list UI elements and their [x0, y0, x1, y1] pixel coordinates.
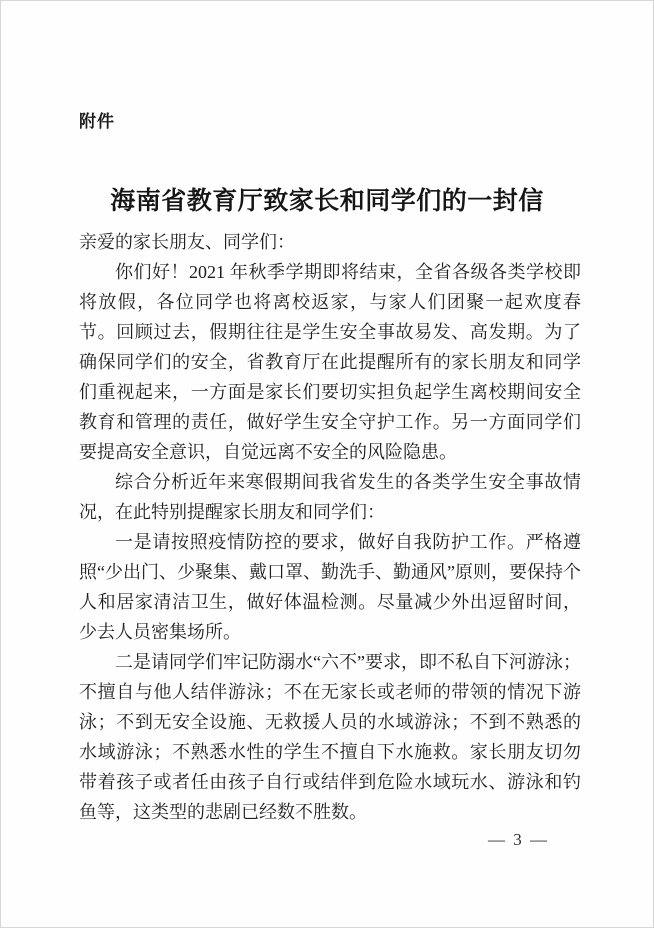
- body-paragraph: 一是请按照疫情防控的要求，做好自我防护工作。严格遵照“少出门、少聚集、戴口罩、勤洗手、勤通风”原则，要保持个人和居家清洁卫生，做好体温检测。尽量减少外出逗留时间，少去人员密集场所。: [79, 532, 581, 642]
- body-paragraph: 你们好！2021 年秋季学期即将结束，全省各级各类学校即将放假，各位同学也将离校返家，与家人们团聚一起欢度春节。回顾过去，假期往往是学生安全事故易发、高发期。为了确保同学们的安全，省教育厅在此提醒所有的家长朋友和同学们重视起来，一方面是家长们要切实担负起学生离校期间安全教育和管理的责任，做好学生安全守护工作。另一方面同学们要提高安全意识，自觉远离不安全的风险隐患。: [79, 262, 581, 462]
- attachment-label: 附件: [79, 112, 115, 131]
- body-paragraph: 二是请同学们牢记防溺水“六不”要求，即不私自下河游泳；不擅自与他人结伴游泳；不在无家长或老师的带领的情况下游泳；不到无安全设施、无救援人员的水域游泳；不到不熟悉的水域游泳；不熟悉水性的学生不擅自下水施救。家长朋友切勿带着孩子或者任由孩子自行或结伴到危险水域玩水、游泳和钓鱼等，这类型的悲剧已经数不胜数。: [79, 652, 581, 822]
- letter-body: [79, 227, 581, 827]
- document-title: 海南省教育厅致家长和同学们的一封信: [110, 187, 544, 215]
- body-paragraph: 综合分析近年来寒假期间我省发生的各类学生安全事故情况，在此特别提醒家长朋友和同学们：: [79, 472, 581, 522]
- salutation-line: 亲爱的家长朋友、同学们：: [79, 232, 295, 252]
- page-number: — 3 —: [488, 830, 549, 849]
